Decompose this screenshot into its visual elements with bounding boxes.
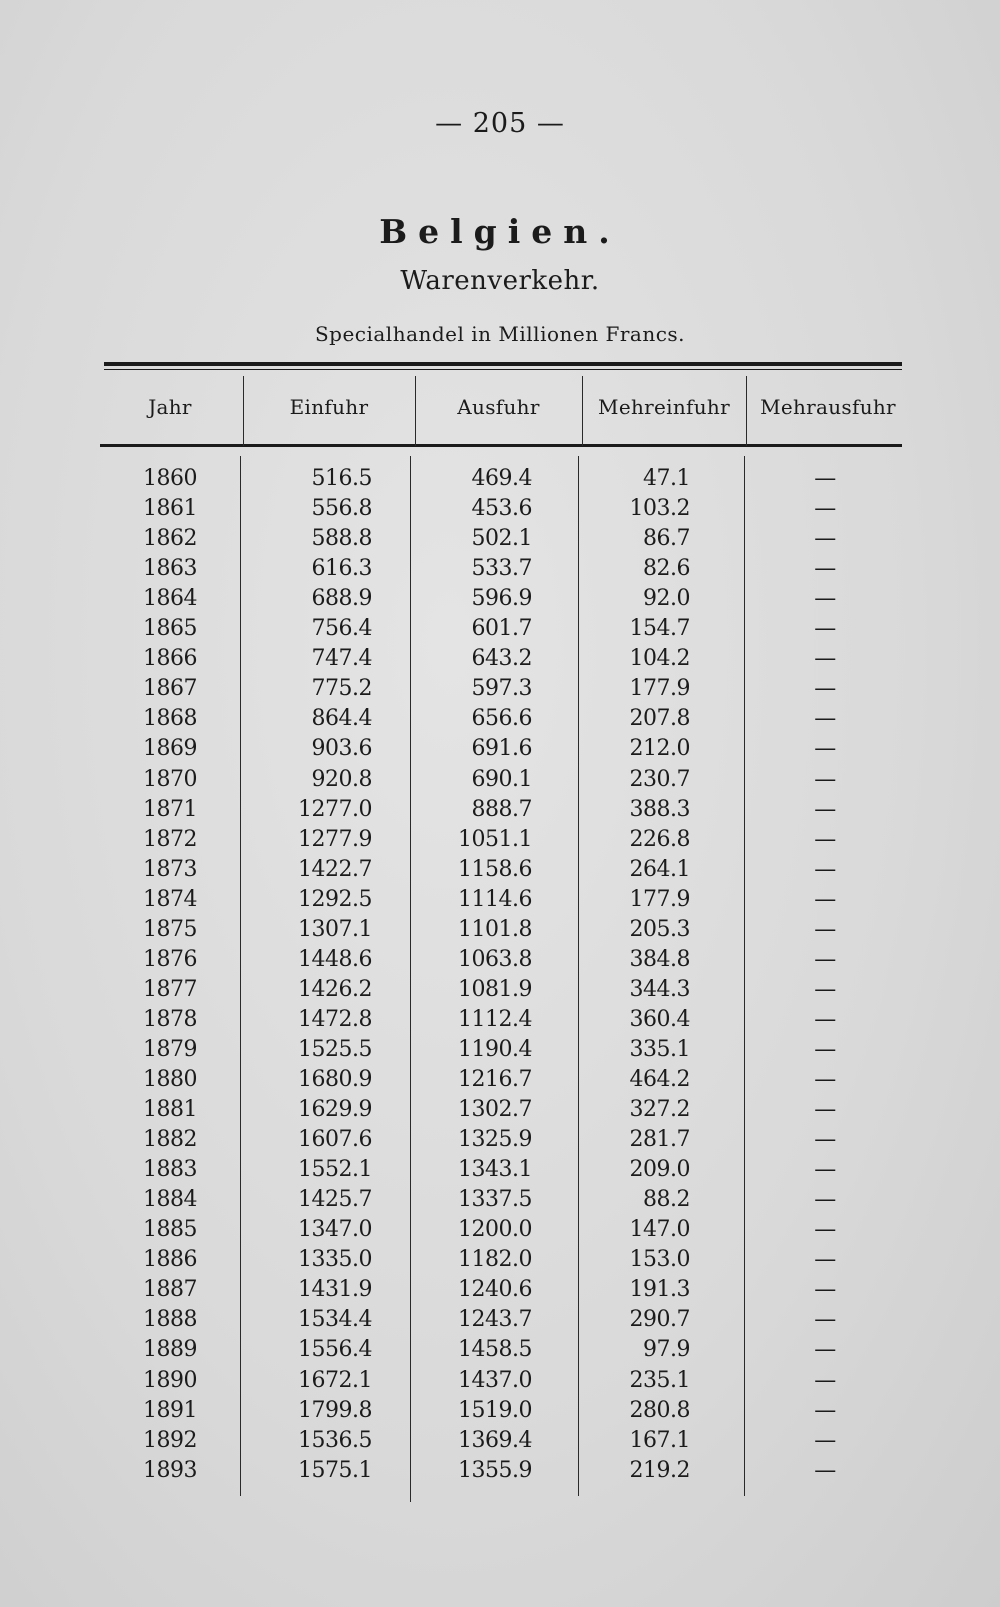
cell-einfuhr: 920.8 <box>311 766 372 792</box>
table-row <box>0 736 1000 766</box>
cell-ausfuhr: 1243.7 <box>458 1307 532 1333</box>
cell-einfuhr: 1799.8 <box>298 1397 372 1423</box>
cell-mehrausfuhr: — <box>814 1277 836 1303</box>
table-row <box>0 1428 1000 1458</box>
table-row <box>0 646 1000 676</box>
cell-ausfuhr: 1458.5 <box>458 1337 532 1363</box>
cell-mehreinfuhr: 226.8 <box>629 826 690 852</box>
cell-mehrausfuhr: — <box>814 736 836 762</box>
cell-einfuhr: 688.9 <box>311 586 372 612</box>
cell-ausfuhr: 502.1 <box>471 526 532 552</box>
cell-mehreinfuhr: 290.7 <box>629 1307 690 1333</box>
cell-mehrausfuhr: — <box>814 706 836 732</box>
cell-ausfuhr: 1437.0 <box>458 1367 532 1393</box>
cell-ausfuhr: 1051.1 <box>458 826 532 852</box>
table-row <box>0 586 1000 616</box>
cell-jahr: 1874 <box>143 886 197 912</box>
cell-mehrausfuhr: — <box>814 1157 836 1183</box>
cell-jahr: 1890 <box>143 1367 197 1393</box>
cell-mehrausfuhr: — <box>814 496 836 522</box>
cell-mehreinfuhr: 205.3 <box>629 916 690 942</box>
cell-einfuhr: 1425.7 <box>298 1187 372 1213</box>
cell-ausfuhr: 1190.4 <box>458 1036 532 1062</box>
cell-mehrausfuhr: — <box>814 1307 836 1333</box>
cell-ausfuhr: 1302.7 <box>458 1097 532 1123</box>
cell-jahr: 1869 <box>143 736 197 762</box>
cell-ausfuhr: 690.1 <box>471 766 532 792</box>
table-row <box>0 1307 1000 1337</box>
cell-mehrausfuhr: — <box>814 1367 836 1393</box>
column-header-mehrausfuhr: Mehrausfuhr <box>760 395 896 419</box>
table-row <box>0 556 1000 586</box>
cell-ausfuhr: 1081.9 <box>458 976 532 1002</box>
table-row <box>0 1217 1000 1247</box>
cell-mehreinfuhr: 177.9 <box>629 886 690 912</box>
table-row <box>0 1398 1000 1428</box>
cell-mehreinfuhr: 147.0 <box>629 1217 690 1243</box>
cell-einfuhr: 756.4 <box>311 616 372 642</box>
cell-mehreinfuhr: 153.0 <box>629 1247 690 1273</box>
cell-mehrausfuhr: — <box>814 1006 836 1032</box>
cell-einfuhr: 1672.1 <box>298 1367 372 1393</box>
cell-ausfuhr: 469.4 <box>471 466 532 491</box>
cell-jahr: 1866 <box>143 646 197 672</box>
cell-mehrausfuhr: — <box>814 646 836 672</box>
cell-mehreinfuhr: 360.4 <box>629 1006 690 1032</box>
cell-ausfuhr: 1216.7 <box>458 1067 532 1092</box>
cell-mehrausfuhr: — <box>814 1097 836 1123</box>
cell-mehreinfuhr: 104.2 <box>629 646 690 672</box>
cell-ausfuhr: 1158.6 <box>458 856 532 882</box>
cell-jahr: 1860 <box>143 466 197 491</box>
column-header-einfuhr: Einfuhr <box>289 395 369 419</box>
table-top-rule <box>104 362 902 366</box>
cell-mehrausfuhr: — <box>814 766 836 792</box>
table-row <box>0 827 1000 857</box>
cell-mehreinfuhr: 219.2 <box>629 1457 690 1483</box>
cell-mehrausfuhr: — <box>814 556 836 582</box>
cell-einfuhr: 1431.9 <box>298 1277 372 1303</box>
cell-jahr: 1879 <box>143 1036 197 1062</box>
cell-ausfuhr: 1519.0 <box>458 1397 532 1423</box>
cell-mehrausfuhr: — <box>814 586 836 612</box>
cell-ausfuhr: 597.3 <box>471 676 532 702</box>
cell-mehreinfuhr: 154.7 <box>629 616 690 642</box>
cell-mehreinfuhr: 327.2 <box>629 1097 690 1123</box>
table-row <box>0 887 1000 917</box>
cell-einfuhr: 516.5 <box>311 466 372 491</box>
cell-einfuhr: 1525.5 <box>298 1036 372 1062</box>
cell-jahr: 1892 <box>143 1427 197 1453</box>
table-row <box>0 616 1000 646</box>
cell-mehrausfuhr: — <box>814 1067 836 1092</box>
cell-ausfuhr: 1343.1 <box>458 1157 532 1183</box>
page-number: — 205 — <box>435 108 565 139</box>
cell-einfuhr: 775.2 <box>311 676 372 702</box>
cell-einfuhr: 1629.9 <box>298 1097 372 1123</box>
table-row <box>0 917 1000 947</box>
cell-jahr: 1864 <box>143 586 197 612</box>
table-row <box>0 1127 1000 1157</box>
cell-einfuhr: 1534.4 <box>298 1307 372 1333</box>
cell-mehrausfuhr: — <box>814 916 836 942</box>
cell-jahr: 1889 <box>143 1337 197 1363</box>
table-row <box>0 1157 1000 1187</box>
cell-ausfuhr: 643.2 <box>471 646 532 672</box>
cell-mehrausfuhr: — <box>814 946 836 972</box>
cell-mehreinfuhr: 384.8 <box>629 946 690 972</box>
cell-einfuhr: 1575.1 <box>298 1457 372 1483</box>
table-row <box>0 1458 1000 1488</box>
table-row <box>0 1067 1000 1097</box>
cell-jahr: 1870 <box>143 766 197 792</box>
cell-ausfuhr: 1325.9 <box>458 1127 532 1153</box>
cell-mehrausfuhr: — <box>814 1427 836 1453</box>
table-header-rule <box>100 444 902 447</box>
cell-mehrausfuhr: — <box>814 526 836 552</box>
cell-einfuhr: 1607.6 <box>298 1127 372 1153</box>
cell-jahr: 1888 <box>143 1307 197 1333</box>
cell-einfuhr: 1552.1 <box>298 1157 372 1183</box>
cell-mehreinfuhr: 82.6 <box>643 556 690 582</box>
cell-jahr: 1873 <box>143 856 197 882</box>
cell-ausfuhr: 1240.6 <box>458 1277 532 1303</box>
cell-einfuhr: 864.4 <box>311 706 372 732</box>
cell-ausfuhr: 1112.4 <box>458 1006 532 1032</box>
cell-jahr: 1880 <box>143 1067 197 1092</box>
cell-einfuhr: 1422.7 <box>298 856 372 882</box>
cell-mehreinfuhr: 191.3 <box>629 1277 690 1303</box>
column-header-mehreinfuhr: Mehreinfuhr <box>598 395 730 419</box>
cell-ausfuhr: 1114.6 <box>458 886 532 912</box>
cell-einfuhr: 1426.2 <box>298 976 372 1002</box>
cell-mehreinfuhr: 207.8 <box>629 706 690 732</box>
cell-ausfuhr: 601.7 <box>471 616 532 642</box>
cell-mehrausfuhr: — <box>814 1187 836 1213</box>
column-header-ausfuhr: Ausfuhr <box>457 395 540 419</box>
cell-jahr: 1891 <box>143 1397 197 1423</box>
cell-ausfuhr: 691.6 <box>471 736 532 762</box>
cell-jahr: 1881 <box>143 1097 197 1123</box>
cell-ausfuhr: 656.6 <box>471 706 532 732</box>
cell-jahr: 1882 <box>143 1127 197 1153</box>
table-row <box>0 797 1000 827</box>
cell-mehreinfuhr: 230.7 <box>629 766 690 792</box>
table-row <box>0 466 1000 496</box>
cell-mehrausfuhr: — <box>814 1036 836 1062</box>
cell-ausfuhr: 596.9 <box>471 586 532 612</box>
table-row <box>0 496 1000 526</box>
table-row <box>0 1007 1000 1037</box>
cell-mehrausfuhr: — <box>814 856 836 882</box>
cell-mehrausfuhr: — <box>814 1217 836 1243</box>
table-row <box>0 1277 1000 1307</box>
cell-einfuhr: 903.6 <box>311 736 372 762</box>
column-header-jahr: Jahr <box>148 395 192 419</box>
cell-mehreinfuhr: 335.1 <box>629 1036 690 1062</box>
cell-mehreinfuhr: 212.0 <box>629 736 690 762</box>
cell-jahr: 1861 <box>143 496 197 522</box>
cell-mehrausfuhr: — <box>814 796 836 822</box>
cell-mehreinfuhr: 47.1 <box>643 466 690 491</box>
table-row <box>0 1187 1000 1217</box>
table-caption: Specialhandel in Millionen Francs. <box>314 322 686 346</box>
cell-einfuhr: 747.4 <box>311 646 372 672</box>
cell-mehrausfuhr: — <box>814 1397 836 1423</box>
cell-ausfuhr: 888.7 <box>471 796 532 822</box>
cell-einfuhr: 1292.5 <box>298 886 372 912</box>
table-row <box>0 947 1000 977</box>
cell-mehreinfuhr: 264.1 <box>629 856 690 882</box>
cell-einfuhr: 588.8 <box>311 526 372 552</box>
cell-jahr: 1875 <box>143 916 197 942</box>
cell-mehreinfuhr: 209.0 <box>629 1157 690 1183</box>
table-row <box>0 526 1000 556</box>
table-row <box>0 1247 1000 1277</box>
cell-mehreinfuhr: 281.7 <box>629 1127 690 1153</box>
cell-jahr: 1878 <box>143 1006 197 1032</box>
cell-einfuhr: 1536.5 <box>298 1427 372 1453</box>
cell-mehrausfuhr: — <box>814 976 836 1002</box>
cell-jahr: 1887 <box>143 1277 197 1303</box>
cell-jahr: 1886 <box>143 1247 197 1273</box>
cell-mehrausfuhr: — <box>814 616 836 642</box>
cell-einfuhr: 1277.0 <box>298 796 372 822</box>
table-row <box>0 706 1000 736</box>
cell-jahr: 1862 <box>143 526 197 552</box>
table-row <box>0 857 1000 887</box>
cell-einfuhr: 1448.6 <box>298 946 372 972</box>
cell-jahr: 1885 <box>143 1217 197 1243</box>
cell-einfuhr: 1347.0 <box>298 1217 372 1243</box>
cell-mehrausfuhr: — <box>814 1127 836 1153</box>
cell-ausfuhr: 1101.8 <box>458 916 532 942</box>
table-top-rule-thin <box>104 369 902 370</box>
cell-jahr: 1867 <box>143 676 197 702</box>
cell-mehreinfuhr: 103.2 <box>629 496 690 522</box>
cell-mehreinfuhr: 344.3 <box>629 976 690 1002</box>
cell-mehrausfuhr: — <box>814 676 836 702</box>
cell-mehrausfuhr: — <box>814 886 836 912</box>
cell-jahr: 1863 <box>143 556 197 582</box>
cell-jahr: 1872 <box>143 826 197 852</box>
cell-ausfuhr: 453.6 <box>471 496 532 522</box>
cell-jahr: 1877 <box>143 976 197 1002</box>
cell-mehreinfuhr: 97.9 <box>643 1337 690 1363</box>
cell-mehreinfuhr: 86.7 <box>643 526 690 552</box>
cell-jahr: 1884 <box>143 1187 197 1213</box>
cell-jahr: 1883 <box>143 1157 197 1183</box>
table-row <box>0 1037 1000 1067</box>
cell-mehreinfuhr: 388.3 <box>629 796 690 822</box>
cell-mehreinfuhr: 280.8 <box>629 1397 690 1423</box>
cell-jahr: 1868 <box>143 706 197 732</box>
table-row <box>0 767 1000 797</box>
cell-jahr: 1876 <box>143 946 197 972</box>
cell-jahr: 1871 <box>143 796 197 822</box>
cell-ausfuhr: 1369.4 <box>458 1427 532 1453</box>
table-row <box>0 1097 1000 1127</box>
cell-einfuhr: 1307.1 <box>298 916 372 942</box>
cell-mehrausfuhr: — <box>814 1337 836 1363</box>
cell-mehrausfuhr: — <box>814 466 836 491</box>
cell-einfuhr: 616.3 <box>311 556 372 582</box>
table-row <box>0 676 1000 706</box>
cell-mehrausfuhr: — <box>814 826 836 852</box>
cell-ausfuhr: 533.7 <box>471 556 532 582</box>
cell-ausfuhr: 1182.0 <box>458 1247 532 1273</box>
cell-einfuhr: 1680.9 <box>298 1067 372 1092</box>
cell-einfuhr: 1335.0 <box>298 1247 372 1273</box>
cell-mehreinfuhr: 464.2 <box>629 1067 690 1092</box>
cell-jahr: 1893 <box>143 1457 197 1483</box>
cell-mehreinfuhr: 177.9 <box>629 676 690 702</box>
cell-mehreinfuhr: 92.0 <box>643 586 690 612</box>
cell-ausfuhr: 1337.5 <box>458 1187 532 1213</box>
cell-mehrausfuhr: — <box>814 1457 836 1483</box>
cell-mehreinfuhr: 88.2 <box>643 1187 690 1213</box>
cell-einfuhr: 1556.4 <box>298 1337 372 1363</box>
cell-ausfuhr: 1355.9 <box>458 1457 532 1483</box>
table-row <box>0 1368 1000 1398</box>
cell-einfuhr: 556.8 <box>311 496 372 522</box>
cell-mehreinfuhr: 167.1 <box>629 1427 690 1453</box>
cell-ausfuhr: 1200.0 <box>458 1217 532 1243</box>
cell-einfuhr: 1277.9 <box>298 826 372 852</box>
table-row <box>0 977 1000 1007</box>
cell-mehreinfuhr: 235.1 <box>629 1367 690 1393</box>
section-title: Belgien. <box>379 212 621 251</box>
cell-ausfuhr: 1063.8 <box>458 946 532 972</box>
table-row <box>0 1337 1000 1367</box>
subtitle: Warenverkehr. <box>400 266 600 296</box>
cell-mehrausfuhr: — <box>814 1247 836 1273</box>
cell-jahr: 1865 <box>143 616 197 642</box>
cell-einfuhr: 1472.8 <box>298 1006 372 1032</box>
